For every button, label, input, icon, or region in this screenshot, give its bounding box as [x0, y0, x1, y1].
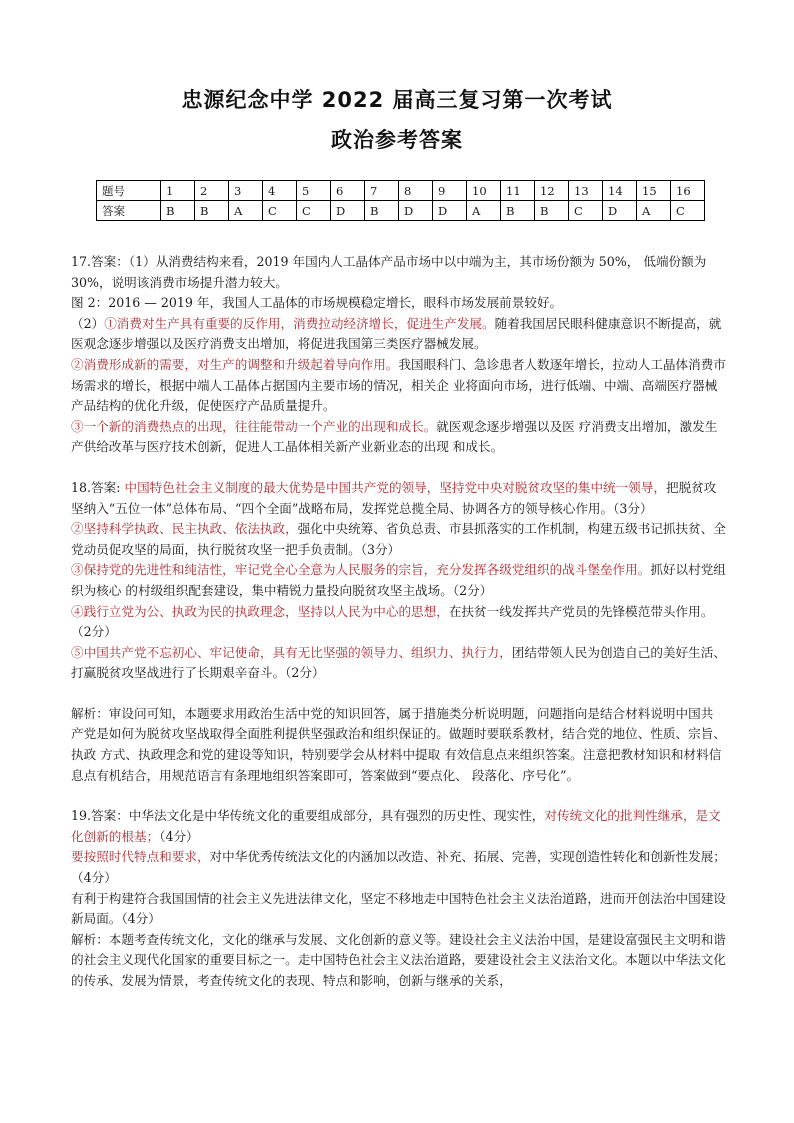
key-point: 要按照时代特点和要求， — [71, 849, 210, 865]
question-number-cell: 5 — [297, 181, 331, 201]
question-number-cell: 10 — [467, 181, 501, 201]
explanation: 把脱贫攻坚纳入“五位一体”总体布局、“四个全面”战略布局，发挥党总揽全局、协调各方的领导核心作用。（3分） — [71, 479, 717, 516]
q18-paragraph — [71, 478, 727, 519]
section-gap — [71, 786, 727, 806]
q17-part2-prefix: （2） — [71, 315, 105, 331]
q17-paragraph: 17.答案：（1）从消费结构来看，2019 年国内人工晶体产品市场中以中端为主，其市场份额为 50%， 低端份额为 30%，说明该消费市场提升潜力较大。 — [71, 254, 707, 290]
question-number-cell: 6 — [331, 181, 365, 201]
explanation: 抓好以村党组织为核心 的村级组织配套建设，集中精锐力量投向脱贫攻坚主战场。（2分） — [71, 562, 726, 598]
answer-cell: B — [365, 201, 399, 221]
answer-cell: C — [671, 201, 705, 221]
answer-cell: B — [535, 201, 569, 221]
key-point: ②消费形成新的需要，对生产的调整和升级起着导向作用。 — [71, 356, 399, 372]
q18-prefix: 18.答案: — [71, 479, 125, 495]
answer-cell: D — [433, 201, 467, 221]
key-point: ①消费对生产具有重要的反作用，消费拉动经济增长，促进生产发展。 — [104, 315, 495, 331]
answer-cell: B — [161, 201, 195, 221]
answer-row — [97, 201, 705, 221]
answer-cell: D — [399, 201, 433, 221]
answer-cell: A — [229, 201, 263, 221]
key-point: ④践行立党为公、执政为民的执政理念，坚持以人民为中心的思想， — [71, 603, 449, 619]
q19-paragraph — [71, 847, 727, 888]
question-number-cell: 16 — [671, 181, 705, 201]
question-number-cell: 7 — [365, 181, 399, 201]
answer-cell: B — [195, 201, 229, 221]
question-number-cell: 14 — [603, 181, 637, 201]
key-point: 中国特色社会主义制度的最大优势是中国共产党的领导，坚持党中央对脱贫攻坚的集中统一领导， — [124, 479, 666, 495]
section-gap — [71, 458, 727, 478]
explanation: 随着我国居民眼科健康意识不断提高，就医观念逐步增强以及医疗消费支出增加，将促进我国第三类医疗器械发展。 — [71, 315, 722, 352]
question-number-header: 题号 — [97, 181, 161, 201]
explanation: 就医观念逐步增强以及医 疗消费支出增加，激发生产供给改革与医疗技术创新，促进人工晶体相关新产业新业态的出现 和成长。 — [71, 418, 718, 455]
explanation: 团结带领人民为创造自己的美好生活、打赢脱贫攻坚战进行了长期艰辛奋斗。（2分） — [71, 644, 726, 681]
page-subtitle: 政治参考答案 — [331, 128, 463, 152]
answer-cell: C — [569, 201, 603, 221]
score: （4分） — [159, 828, 199, 844]
explanation: 对中华优秀传统法文化的内涵加以改造、补充、拓展、完善，实现创造性转化和创新性发展； （4分） — [71, 849, 726, 886]
q17-paragraph — [71, 417, 727, 458]
q18-paragraph — [71, 560, 727, 601]
answer-cell: C — [297, 201, 331, 221]
answer-cell: C — [263, 201, 297, 221]
q17-paragraph — [71, 355, 727, 417]
q17-paragraph — [71, 314, 727, 355]
question-number-cell: 9 — [433, 181, 467, 201]
question-number-cell: 8 — [399, 181, 433, 201]
key-point: 对传统文化的批判性继承，是文化创新的根基； — [71, 808, 721, 844]
explanation: 强化中央统筹、省负总责、市县抓落实的工作机制，构建五级书记抓扶贫、全党动员促攻坚的局面，执行脱贫攻坚一把手负责制。（3分） — [71, 521, 726, 557]
answer-cell: D — [603, 201, 637, 221]
question-number-cell: 15 — [637, 181, 671, 201]
q18-analysis: 解析：审设问可知，本题要求用政治生活中党的知识回答，属于措施类分析说明题，问题指向是结合材料说明中国共 产党是如何为脱贫攻坚战取得全面胜利提供坚强政治和组织保证的。做题时要联系教材，结合党的地位、性质、宗旨、执政 方式、执政理念和党的建设等知识，特别要学会从材料中提取 有效信息点来组织答案。注意把教材知识和材料信息点有机结合，用规范语言有条理地组织答案即可，答案做到“要点化、 段落化、序号化”。 — [71, 705, 726, 783]
q17-paragraph: 图 2：2016 — 2019 年，我国人工晶体的市场规模稳定增长，眼科市场发展前景较好。 — [71, 295, 563, 311]
explanation: 在扶贫一线发挥共产党员的先锋模范带头作用。（2分） — [71, 603, 714, 640]
key-point: ③一个新的消费热点的出现，往往能带动一个产业的出现和成长。 — [71, 418, 437, 434]
explanation: 我国眼科门、急诊患者人数逐年增长，拉动人工晶体消费市场需求的增长，根据中端人工晶体占据国内主要市场的情况，相关企 业将面向市场，进行低端、中端、高端医疗器械产品结构的优化升级，促使医疗产品质量提升。 — [71, 356, 726, 414]
page-title: 忠源纪念中学 2022 届高三复习第一次考试 — [181, 88, 613, 112]
answer-key-table — [96, 180, 705, 221]
key-point: ②坚持科学执政、民主执政、依法执政， — [71, 521, 298, 537]
answer-cell: A — [637, 201, 671, 221]
answer-cell: D — [331, 201, 365, 221]
question-18-answer — [71, 478, 727, 684]
question-number-cell: 4 — [263, 181, 297, 201]
question-number-cell: 2 — [195, 181, 229, 201]
q19-paragraph — [71, 806, 727, 847]
answer-cell: A — [467, 201, 501, 221]
question-number-cell: 12 — [535, 181, 569, 201]
section-gap — [71, 684, 727, 704]
answer-body — [71, 252, 727, 992]
q18-paragraph — [71, 643, 727, 684]
explanation: 19.答案：中华法文化是中华传统文化的重要组成部分，具有强烈的历史性、现实性， — [71, 808, 545, 824]
question-number-cell: 1 — [161, 181, 195, 201]
q18-paragraph — [71, 519, 727, 560]
key-point: ⑤中国共产党不忘初心、牢记使命，具有无比坚强的领导力、组织力、执行力， — [71, 644, 512, 660]
question-17-answer — [71, 252, 727, 458]
q19-analysis: 解析：本题考查传统文化，文化的继承与发展、文化创新的意义等。建设社会主义法治中国，是建设富强民主文明和谐的社会主义现代化国家的重要目标之一。走中国特色社会主义法治道路，要建设社会主义法治文化。本题以中华法文化的传承、发展为情景，考查传统文化的表现、特点和影响，创新与继承的关系， — [71, 931, 726, 988]
answer-header: 答案 — [97, 201, 161, 221]
question-19-answer — [71, 806, 727, 991]
q18-paragraph — [71, 602, 727, 643]
key-point: ③保持党的先进性和纯洁性，牢记党全心全意为人民服务的宗旨，充分发挥各级党组织的战斗堡垒作用。 — [71, 562, 651, 578]
answer-cell: B — [501, 201, 535, 221]
question-number-cell: 11 — [501, 181, 535, 201]
question-number-row — [97, 181, 705, 201]
q19-paragraph: 有利于构建符合我国国情的社会主义先进法律文化，坚定不移地走中国特色社会主义法治道路，进而开创法治中国建设新局面。（4分） — [71, 890, 726, 927]
question-number-cell: 13 — [569, 181, 603, 201]
question-number-cell: 3 — [229, 181, 263, 201]
